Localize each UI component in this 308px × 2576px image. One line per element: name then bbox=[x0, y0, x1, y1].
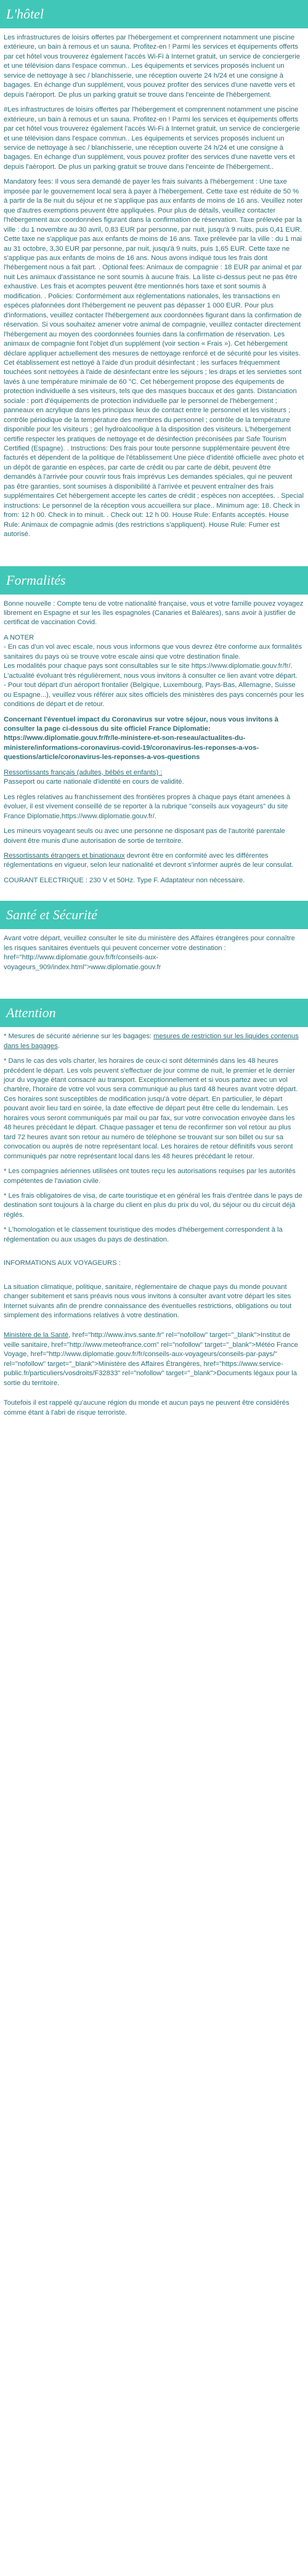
ressortissants-francais-text: Passeport ou carte nationale d'identité en cours de validité. bbox=[4, 778, 184, 786]
sante-section bbox=[0, 929, 308, 988]
attention-homologation: * L'homologation et le classement touristique des modes d'hébergement correspondent à la réglementation ou aux usages du pays de destination. bbox=[4, 1226, 283, 1243]
hotel-paragraph: Mandatory fees: Il vous sera demandé de payer les frais suivants à l'hébergement : Une taxe imposée par le gouvernement local sera à payer à l'hébergement. Cette taxe est réduite de 50 % à partir de la 8e nuit du séjour et ne s'applique pas aux enfants de moins de 16 ans. Veuillez noter que d'autres exemptions peuvent être appliquées. Pour plus de détails, veuillez contacter l'hébergement aux coordonnées figurant dans la confirmation de réservation. Taxe prélevée par la ville : du 1 novembre au 30 avril, 0,83 EUR par personne, par nuit, jusqu'à 9 nuits, puis 0,41 EUR. Cette taxe ne s'applique pas aux enfants de moins de 16 ans. Taxe prélevée par la ville : du 1 mai au 31 octobre, 3,30 EUR par personne, par nuit, jusqu'à 9 nuits, puis 1,65 EUR. Cette taxe ne s'applique pas aux enfants de moins de 16 ans. Nous avons indiqué tous les frais dont l'hébergement nous a fait part. . Optional fees: Animaux de compagnie : 18 EUR par animal et par nuit Les animaux d'assistance ne sont soumis à aucune frais. La liste ci-dessus peut ne pas être exhaustive. Les frais et acomptes peuvent être mentionnés hors taxe et sont soumis à modification. . Policies: Conformément aux réglementations nationales, les transactions en espèces plafonnées dont l'hébergement ne peuvent pas dépasser 1 000 EUR. Pour plus d'informations, veuillez contacter l'hébergement aux coordonnées figurant dans la confirmation de réservation. Si vous souhaitez amener votre animal de compagnie, veuillez contacter directement l'hébergement au moyen des coordonnées fournies dans la confirmation de réservation. Les animaux de compagnie font l'objet d'un supplément (voir section « Frais »). Cet hébergement déclare appliquer actuellement des mesures de nettoyage renforcé et de sécurité pour les visites. Cet établissement est nettoyé à l'aide d'un produit désinfectant ; les surfaces fréquemment touchées sont nettoyées à l'aide de désinfectant entre les séjours ; les draps et les serviettes sont lavés à une température minimale de 60 °C. Cet hébergement propose des équipements de protection individuelle à ses visiteurs, tels que des masques buccaux et des gants. Distanciation sociale : port d'équipements de protection individuelle par le personnel de l'hébergement ; panneaux en acrylique dans les principaux lieux de contact entre le personnel et les visiteurs ; contrôle périodique de la température des membres du personnel ; contrôle de la température disponible pour les visiteurs ; gel hydroalcoolique à la disposition des visiteurs. L'hébergement certifie respecter les pratiques de nettoyage et de désinfection préconisées par Safe Tourism Certified (Espagne). . Instructions: Des frais pour toute personne supplémentaire peuvent être facturés et dépendent de la politique de l'établissement Une pièce d'identité officielle avec photo et un dépôt de garantie en espèces, par carte de crédit ou par carte de débit, peuvent être demandés à l'arrivée pour couvrir tous frais imprévus Les demandes spéciales, qui ne peuvent pas être garanties, sont soumises à disponibilité à l'arrivée et peuvent entraîner des frais supplémentaires Cet hébergement accepte les cartes de crédit ; espèces non acceptées. . Special instructions: Le personnel de la réception vous accueillera sur place.. Minimum age: 18. Check in from: 12 h 00. Check in to minuit. . Check out: 12 h 00. House Rule: Enfants acceptés. House Rule: Animaux de compagnie admis (des restrictions s'appliquent). House Rule: Fumer est autorisé. bbox=[4, 178, 304, 538]
liquides-restriction-link[interactable]: mesures de restriction sur les liquides contenus dans les bagages bbox=[4, 1033, 299, 1050]
risque-terroriste: Toutefois il est rappelé qu'aucune région du monde et aucun pays ne peuvent être considérés comme étant à l'abri de risque terroriste. bbox=[4, 1399, 290, 1416]
ressortissants-etrangers bbox=[4, 851, 304, 871]
section-header-attention: Attention bbox=[0, 999, 308, 1027]
attention-bagages bbox=[4, 1032, 304, 1051]
section-header-formalites: Formalités bbox=[0, 566, 308, 595]
section-header-hotel: L'hôtel bbox=[0, 0, 308, 28]
attention-frais-visa: * Les frais obligatoires de visa, de carte touristique et en général les frais d'entrée dans le pays de destination sont toujours à la charge du client en plus du prix du vol, du séjour ou du circuit déjà réglés. bbox=[4, 1192, 302, 1219]
hotel-paragraph: Les infrastructures de loisirs offertes par l'hébergement et comprennent notamment une piscine extérieure, un bain à remous et un sauna. Profitez-en ! Parmi les services et équipements offerts par cet hôtel vous trouverez également l'accès Wi-Fi à Internet gratuit, un service de conciergerie et une télévision dans l'espace commun.. Les équipements et services proposés incluent un service de nettoyage à sec / blanchisserie, une réception ouverte 24 h/24 et une consigne à bagages. En échange d'un supplément, vous pouvez profiter des services d'une navette vers et depuis l'aéroport. De plus un parking gratuit se trouve dans l'enceinte de l'hébergement. bbox=[4, 34, 300, 99]
ressortissants-etrangers-heading: Ressortissants étrangers et binationaux bbox=[4, 851, 125, 859]
mineurs-text: Les mineurs voyageant seuls ou avec une personne ne disposant pas de l'autorité parentale doivent être munis d'une autorisation de sortie de territoire. bbox=[4, 827, 285, 845]
sante-text: Avant votre départ, veuillez consulter le site du ministère des Affaires étrangères pour connaître les risques sanitaires éventuels qui peuvent concerner votre destination : href="http://www.diplomatie.gouv.fr/fr/conseils-aux-voyageurs_909/index.html">www.diplomatie.gouv.fr bbox=[4, 935, 295, 971]
attention-compagnies: * Les compagnies aériennes utilisées ont toutes reçu les autorisations requises par les autorités compétentes de l'aviation civile. bbox=[4, 1168, 296, 1185]
liens-utiles-text: , href="http://www.invs.sante.fr" rel="nofollow" target="_blank">Institut de veille sanitaire, href="http://www.meteofrance.com" rel="nofollow" target="_blank">Météo France Voyage, href="http://www.diplomatie.gouv.fr/fr/conseils-aux-voyageurs/conseils-par-pays/" rel="nofollow" target="_blank">Ministère des Affaires Étrangères, href="https://www.service-public.fr/particuliers/vosdroits/F32833" rel="nofollow" target="_blank">Documents légaux pour la sortie du territoire. bbox=[4, 1331, 298, 1387]
liens-utiles bbox=[4, 1331, 304, 1388]
informations-voyageurs-heading: INFORMATIONS AUX VOYAGEURS : bbox=[4, 1259, 121, 1267]
note-line: - En cas d'un vol avec escale, nous vous informons que vous devrez être conforme aux formalités sanitaires du pays où se trouve votre escale ainsi que votre destination finale. bbox=[4, 643, 302, 660]
bagages-end: . bbox=[57, 1042, 60, 1050]
note-title: A NOTER bbox=[4, 633, 34, 641]
courant-electrique: COURANT ELECTRIQUE : 230 V et 50Hz. Type F. Adaptateur non nécessaire. bbox=[4, 876, 245, 884]
formalites-intro: Bonne nouvelle : Compte tenu de votre nationalité française, vous et votre famille pouvez voyagez librement en Espagne et sur les îles espagnoles (Canaries et Baléares), sans avoir à justifier de certificat de vaccination Covid. bbox=[4, 599, 304, 627]
note-line: - Pour tout départ d'un aéroport frontalier (Belgique, Luxembourg, Pays-Bas, Allemagne, Suisse ou Espagne...), veuillez vous référer aux sites officiels des ministères des pays concernés pour les conditions de départ et de retour. bbox=[4, 681, 304, 709]
attention-section bbox=[0, 1027, 308, 1433]
hotel-section bbox=[0, 28, 308, 555]
ressortissants-etrangers-text: devront être en conformité avec les différentes réglementations en vigueur, selon leur nationalité et devront s'informer auprès de leur consulat. bbox=[4, 851, 294, 869]
formalites-section bbox=[0, 595, 308, 901]
coronavirus-notice: Concernant l'éventuel impact du Coronavirus sur votre séjour, nous vous invitons à consulter la page ci-dessous du site officiel France Diplomatie: https://www.diplomatie.gouv.fr/fr/le-ministere-et-son-reseau/actualites-du-ministere/informations-coronavirus-covid-19/coronavirus-les-reponses-a-vos-questions/article/coronavirus-les-reponses-a-vos-questions bbox=[4, 715, 278, 762]
section-header-sante: Santé et Sécurité bbox=[0, 901, 308, 929]
bagages-lead: * Mesures de sécurité aérienne sur les bagages: bbox=[4, 1033, 154, 1041]
note-line: Les modalités pour chaque pays sont consultables sur le site https://www.diplomatie.gouv.fr/fr/. L'actualité évoluant très régulièrement, nous vous invitons à consulter ce lien avant votre départ. bbox=[4, 662, 298, 680]
regles-frontieres: Les règles relatives au franchissement des frontières propres à chaque pays étant amenées à évoluer, il est vivement conseillé de se reporter à la rubrique "conseils aux voyageurs" du site France Diplomatie,https://www.diplomatie.gouv.fr/. bbox=[4, 793, 291, 820]
hotel-paragraph: #Les infrastructures de loisirs offertes par l'hébergement et comprennent notamment une piscine extérieure, un bain à remous et un sauna. Profitez-en ! Parmi les services et équipements offerts par cet hôtel vous trouverez également l'accès Wi-Fi à Internet gratuit, un service de conciergerie et une télévision dans l'espace commun.. Les équipements et services proposés incluent un service de nettoyage à sec / blanchisserie, une réception ouverte 24 h/24 et une consigne à bagages. En échange d'un supplément, vous pouvez profiter des services d'une navette vers et depuis l'aéroport. De plus un parking gratuit se trouve dans l'enceinte de l'hébergement.. bbox=[4, 106, 300, 171]
situation-climatique: La situation climatique, politique, sanitaire, réglementaire de chaque pays du monde pouvant changer subitement et sans préavis nous vous invitons à consulter avant votre départ les sites Internet suivants afin de prendre connaissance des éventuelles restrictions, obligations ou tout simplement des informations relatives à votre destination. bbox=[4, 1283, 292, 1320]
ministere-sante-link[interactable]: Ministère de la Santé bbox=[4, 1331, 69, 1339]
attention-vols-charter: * Dans le cas des vols charter, les horaires de ceux-ci sont déterminés dans les 48 heures précédent le départ. Les vols peuvent s'effectuer de jour comme de nuit, le premier et le dernier jour du voyage étant consacré au transport. Exceptionnellement et si vous partez avec un vol chartère, l'horaire de votre vol vous sera communiqué au plus tard 48 heures avant votre départ. Ces horaires sont susceptibles de modification jusqu'à votre départ. En particulier, le départ pouvant avoir lieu tard en soirée, la date effective de départ peut être celle du lendemain. Les horaires vous seront communiqués par mail ou par fax, sur votre convocation envoyée dans les 48 heures précédant le départ. Chaque passager et tenu de reconfirmer son vol retour au plus tard 72 heures avant son retour au numéro de téléphone se trouvant sur son billet ou sur sa convocation ou auprès de notre représentant local. Les horaires de retour définitifs vous seront communiqués par notre représentant local dans les 48 heures précédant le retour. bbox=[4, 1057, 298, 1160]
ressortissants-francais-heading: Ressortissants français (adultes, bébés et enfants) : bbox=[4, 768, 163, 776]
